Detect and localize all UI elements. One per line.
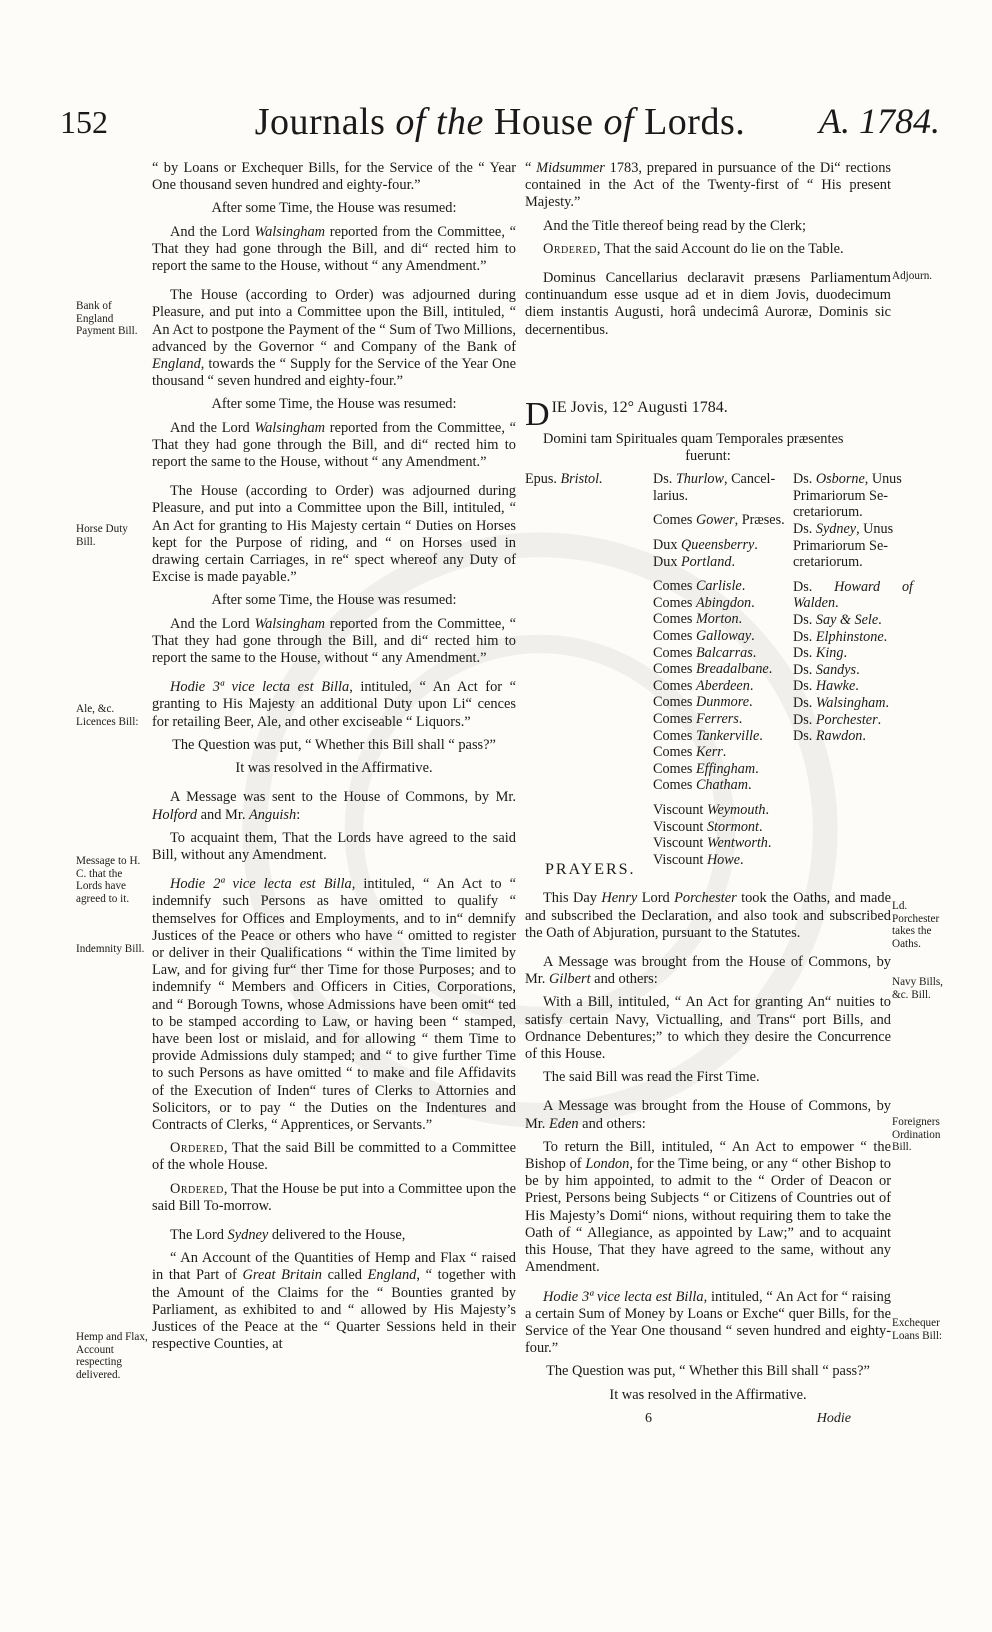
attendee-title: Comes xyxy=(653,710,696,727)
attendee-name: Breadalbane xyxy=(695,661,769,678)
attendee-title: Primariorum Se- xyxy=(793,537,888,554)
name: Porchester xyxy=(674,890,737,907)
name: Walsingham xyxy=(254,223,326,240)
attendee xyxy=(525,471,645,488)
attendee xyxy=(653,777,813,794)
attendee-suffix: . xyxy=(752,644,757,661)
name: Henry xyxy=(601,890,638,907)
margin-note-message: Message to H. C. that the Lords have agreed to it. xyxy=(76,855,141,905)
attendee xyxy=(793,521,913,538)
attendee-suffix: . xyxy=(878,611,882,628)
attendee-title: Ds. xyxy=(793,578,835,595)
attendee-title: Ds. xyxy=(793,694,816,711)
text: reported from the Committee, “ That they had gone through the Bill, and di“ rected him to report the same to the House, without “ any Amendment.” xyxy=(152,223,516,275)
attendee xyxy=(793,612,913,629)
latin-phrase: Hodie 3ª vice lecta est Billa xyxy=(543,1288,704,1305)
paragraph: The House (according to Order) was adjourned during Pleasure, and put into a Committee upon the Bill, intituled, “ An Act for granting to His Majesty certain “ Duties on Horses kept for the Purpose of riding, and “ on Horses used in drawing certain Carriages, in re“ spect whereof any Duty of Excise is made payable.” xyxy=(152,483,516,586)
text: and others: xyxy=(590,971,658,988)
attendee-name: Porchester xyxy=(815,711,878,728)
attendee-name: Wentworth xyxy=(706,835,768,852)
paragraph xyxy=(152,287,516,390)
attendee-suffix: . xyxy=(765,801,770,818)
catchword: Hodie xyxy=(816,1410,851,1426)
attendee-name: Morton xyxy=(695,611,739,628)
margin-note-horse: Horse Duty Bill. xyxy=(76,523,128,548)
attendee-group xyxy=(793,579,913,745)
attendee-suffix: . xyxy=(741,578,746,595)
title-lords: Lords. xyxy=(644,101,746,143)
text: A Message was brought from the House of Commons, by Mr. xyxy=(525,1098,891,1132)
text: and others: xyxy=(578,1115,646,1132)
attendee-suffix: . xyxy=(862,728,866,745)
attendee-title: cretariorum. xyxy=(793,504,863,521)
margin-note-porchester: Ld. Porchester takes the Oaths. xyxy=(892,900,940,950)
paragraph xyxy=(152,224,516,276)
text: , for the Time being, or any “ other Bishop to be by him appointed, to admit to the “ Order of Deacon or Priest, Persons being Subjects “ or Citizens of Countries out of His Majesty’s Domi“ nions, without requiring them to take the Oath of “ Allegiance, as appointed by Law;” and to acquaint this House, That they have agreed to the same, without any Amendment. xyxy=(525,1156,891,1276)
margin-note-ale: Ale, &c. Licences Bill: xyxy=(76,703,139,728)
attendee-title: Ds. xyxy=(793,645,816,662)
paragraph xyxy=(152,679,516,731)
attendee xyxy=(793,488,913,505)
attendee-suffix: . xyxy=(768,661,773,678)
attendee-name: Dunmore xyxy=(695,694,750,711)
text: 1783, prepared in pursuance of the Di“ rections contained in the Act of the Twenty-first of “ His present Majesty.” xyxy=(525,160,891,211)
attendee-title: Viscount xyxy=(653,851,707,868)
attendee xyxy=(793,645,913,662)
attendee xyxy=(653,711,813,728)
attendance-column-barons xyxy=(793,471,913,753)
text: The House (according to Order) was adjourned during Pleasure, and put into a Committee upon the Bill, intituled, “ An Act to postpone the Payment of the “ Sum of Two Millions, advanced by the Governor “ and Company of the Bank of xyxy=(152,287,516,355)
attendee-name: Galloway xyxy=(695,627,752,644)
text: and Mr. xyxy=(197,806,250,823)
attendee-name: Stormont xyxy=(706,818,759,835)
attendee-title: Ds. xyxy=(793,628,816,645)
paragraph xyxy=(525,1289,891,1358)
attendee-name: Elphinstone xyxy=(815,628,884,645)
text: , intituled, “ An Act to “ indemnify such Persons as have omitted to qualify “ themselves for Offices and Employments, and to in“ demnify Justices of the Peace or others who have “ omitted to register or deliver in their Qualifications “ within the Time limited by Law, and for giving fur“ ther Time for those Purposes; and to indemnify “ Members and Officers in Cities, Corporations, and “ Borough Towns, whose Admissions have been omit“ ted to be stamped according to Law, or having been “ stamped, have been lost or mislaid, and for allowing “ them Time to provide Admissions duly stamped; and “ to give further Time to such Persons as have omitted “ to make and file Affidavits of the Execution of Inden“ tures of Clerks to Attornies and Solicitors, or to pay “ the Duties on the Indentures and Contracts of Clerks, “ Apprentices, or Servants.” xyxy=(152,876,516,1133)
paragraph xyxy=(152,1181,516,1215)
attendee-name: Abingdon xyxy=(695,594,752,611)
text: To return the Bill, intituled, “ An Act to empower “ the Bishop of xyxy=(525,1138,891,1173)
prayers-heading: PRAYERS. xyxy=(545,861,636,879)
paragraph: The Question was put, “ Whether this Bill shall “ pass?” xyxy=(546,1363,870,1380)
paragraph xyxy=(525,1098,891,1132)
attendee xyxy=(653,512,813,529)
page-year: A. 1784. xyxy=(819,101,940,141)
title-of: of xyxy=(603,101,645,143)
attendee xyxy=(793,695,913,712)
attendee xyxy=(793,662,913,679)
attendee-title: Comes xyxy=(653,611,696,628)
attendee-suffix: . xyxy=(755,760,759,777)
paragraph: Dominus Cancellarius declaravit præsens Parliamentum continuandum esse usque ad et in diem Jovis, duodecimum diem instantis Augusti, horâ undecimâ Auroræ, Dominis sic decernentibus. xyxy=(525,270,891,338)
name: Great Britain xyxy=(242,1267,322,1284)
attendee xyxy=(793,471,913,488)
attendee-title: Comes xyxy=(653,760,696,777)
session-date: IE Jovis, 12° Augusti 1784. xyxy=(551,398,728,416)
attendee-title: Ds. xyxy=(793,521,816,538)
attendee-title: Comes xyxy=(653,578,696,595)
text: took the Oaths, and made and subscribed the Declaration, and also took and subscribed the Oath of Abjuration, pursuant to the Statutes. xyxy=(525,890,891,941)
paragraph: The said Bill was read the First Time. xyxy=(543,1069,760,1086)
attendee-suffix: . xyxy=(843,645,848,662)
attendee xyxy=(653,761,813,778)
attendee xyxy=(653,678,813,695)
attendee xyxy=(653,802,813,819)
paragraph: After some Time, the House was resumed: xyxy=(211,592,457,609)
attendee-title: Ds. xyxy=(793,661,816,678)
text: delivered to the House, xyxy=(268,1226,406,1243)
attendance-column-bishops xyxy=(525,471,645,488)
text: reported from the Committee, “ That they had gone through the Bill, and di“ rected him to report the same to the House, without “ any Amendment.” xyxy=(152,615,516,667)
paragraph xyxy=(525,241,891,258)
attendee-suffix: . xyxy=(877,711,882,728)
attendee xyxy=(653,578,813,595)
attendee xyxy=(653,728,813,745)
name: Holford xyxy=(152,806,198,823)
attendee-group xyxy=(653,802,813,868)
attendee-title: Dux xyxy=(653,537,681,554)
attendee-title: Ds. xyxy=(653,471,676,488)
attendee-name: Chatham xyxy=(695,777,748,794)
attendee xyxy=(653,628,813,645)
margin-note-foreigners: Foreigners Ordination Bill. xyxy=(892,1116,941,1154)
attendee-title: Ds. xyxy=(793,711,816,728)
attendee-name: Thurlow xyxy=(675,471,724,488)
text: A Message was brought from the House of Commons, by Mr. xyxy=(525,954,891,988)
attendee-name: Howe xyxy=(706,851,741,868)
attendance-intro: Domini tam Spirituales quam Temporales præsentes xyxy=(543,430,844,447)
attendee-title: Comes xyxy=(653,677,696,694)
attendee xyxy=(653,835,813,852)
attendee-title: Comes xyxy=(653,727,696,744)
attendee xyxy=(793,554,913,571)
text: , towards the “ Supply for the Service of the Year One thousand “ seven hundred and eighty-four.” xyxy=(152,356,516,390)
attendee-title: Comes xyxy=(653,627,696,644)
margin-note-bank: Bank of England Payment Bill. xyxy=(76,300,138,338)
attendee-suffix: . xyxy=(883,628,888,645)
drop-cap: D xyxy=(525,395,550,433)
attendee xyxy=(653,611,813,628)
attendee-suffix: . xyxy=(855,678,859,695)
page-header xyxy=(60,100,940,148)
attendee-name: Balcarras xyxy=(695,644,753,661)
paragraph xyxy=(152,420,516,472)
page-number: 152 xyxy=(60,104,108,140)
attendee-suffix: . xyxy=(731,553,735,570)
latin-phrase: Hodie 3ª vice lecta est Billa xyxy=(170,679,350,696)
attendee-title: cretariorum. xyxy=(793,554,863,571)
name: Midsummer xyxy=(536,160,605,176)
margin-note-indemnity: Indemnity Bill. xyxy=(76,943,145,955)
attendee xyxy=(793,538,913,555)
text: called xyxy=(321,1267,368,1284)
text: “ An Account of the Quantities of Hemp and Flax “ raised in that Part of xyxy=(152,1250,516,1284)
attendee-title: Comes xyxy=(653,694,696,711)
paragraph xyxy=(152,1140,516,1174)
name: Gilbert xyxy=(549,971,591,988)
attendee xyxy=(653,595,813,612)
left-column xyxy=(152,160,516,1359)
attendee-suffix: . xyxy=(748,777,752,794)
attendee xyxy=(653,554,813,571)
name: Anguish xyxy=(249,806,297,823)
attendee-title: Ds. xyxy=(793,678,816,695)
attendee xyxy=(793,504,913,521)
attendee-name: King xyxy=(815,645,844,662)
text: , “ together with the Amount of the Claims for the “ Bounties granted by Parliament, as exhibited to and “ allowed by His Majesty’s Justices of the Peace at the “ Quarter Sessions held in their respective Counties, at xyxy=(152,1267,516,1353)
attendee-title: Ds. xyxy=(793,728,816,745)
attendee-name: Sydney xyxy=(815,521,857,538)
attendee-title: Comes xyxy=(653,661,696,678)
name: London xyxy=(585,1156,630,1173)
paragraph: “ by Loans or Exchequer Bills, for the Service of the “ Year One thousand seven hundred and eighty-four.” xyxy=(152,160,516,194)
attendee xyxy=(793,678,913,695)
attendee-name: Howard of Walden xyxy=(793,578,913,612)
attendee-name: Bristol. xyxy=(560,471,603,488)
attendee xyxy=(653,645,813,662)
name: England xyxy=(367,1267,417,1284)
text: , intituled, “ An Act for “ raising a certain Sum of Money by Loans or Exche“ quer Bills, for the Service of the Year One thousand “ seven hundred and eighty-four.” xyxy=(525,1288,891,1357)
paragraph: It was resolved in the Affirmative. xyxy=(235,760,433,777)
attendee-suffix: . xyxy=(722,744,727,761)
attendee-suffix: , Unus xyxy=(864,471,902,488)
name: Sydney xyxy=(227,1226,269,1243)
attendee-title: Viscount xyxy=(653,801,707,818)
attendee-name: Gower xyxy=(695,512,735,529)
attendee-suffix: , Unus xyxy=(856,521,894,538)
attendee-title: Ds. xyxy=(793,471,816,488)
text: reported from the Committee, “ That they had gone through the Bill, and di“ rected him to report the same to the House, without “ any Amendment.” xyxy=(152,419,516,471)
text: , That the said Bill be committed to a Committee of the whole House. xyxy=(152,1140,516,1174)
paragraph: With a Bill, intituled, “ An Act for granting An“ nuities to satisfy certain Navy, Victualling, and Trans“ port Bills, and Ordnance Debentures;” to which they desire the Concurrence of this House. xyxy=(525,994,891,1063)
attendee-group xyxy=(653,471,813,504)
attendee-suffix: . xyxy=(751,627,755,644)
paragraph: The Question was put, “ Whether this Bill shall “ pass?” xyxy=(172,736,496,753)
attendee xyxy=(793,728,913,745)
title-of-the: of the xyxy=(395,101,494,143)
signature-mark: 6 xyxy=(645,1410,652,1426)
paragraph xyxy=(525,160,891,212)
page-footer xyxy=(525,1410,891,1428)
text: , That the said Account do lie on the Table. xyxy=(596,240,844,257)
attendee-suffix: . xyxy=(759,727,763,744)
attendee-suffix: . xyxy=(749,694,753,711)
ordered-word: Ordered xyxy=(543,240,597,257)
attendee xyxy=(653,744,813,761)
margin-note-navy: Navy Bills, &c. Bill. xyxy=(892,976,943,1001)
attendance-column-peers xyxy=(653,471,813,876)
paragraph xyxy=(152,876,516,1134)
attendee-suffix: . xyxy=(749,677,754,694)
title-journals: Journals xyxy=(254,101,396,143)
attendee-name: Weymouth xyxy=(706,801,766,818)
attendance-list xyxy=(525,471,913,868)
attendee-group xyxy=(793,471,913,571)
paragraph xyxy=(152,789,516,823)
attendee-suffix: . xyxy=(835,595,839,612)
attendee-title: larius. xyxy=(653,487,689,504)
attendee-suffix: . xyxy=(758,818,763,835)
paragraph xyxy=(152,616,516,668)
paragraph xyxy=(152,1250,516,1353)
paragraph: It was resolved in the Affirmative. xyxy=(609,1386,807,1403)
attendee-title: Comes xyxy=(653,777,696,794)
paragraph xyxy=(525,954,891,988)
text: , intituled, “ An Act for “ granting to His Majesty an additional Duty upon Li“ cences for retailing Beer, Ale, and other exciseable “ Liquors.” xyxy=(152,679,516,730)
session-heading xyxy=(525,395,891,433)
attendee-suffix: . xyxy=(767,835,772,852)
attendee-group xyxy=(653,512,813,529)
text: Lord xyxy=(637,890,675,907)
attendee xyxy=(793,579,913,612)
margin-note-adjourn: Adjourn. xyxy=(892,270,933,282)
attendee xyxy=(653,661,813,678)
ordered-word: Ordered xyxy=(170,1180,224,1197)
attendee-title: Epus. xyxy=(525,471,561,488)
attendee xyxy=(653,471,813,488)
text: This Day xyxy=(543,890,602,907)
attendee xyxy=(653,694,813,711)
attendee xyxy=(793,712,913,729)
attendee-title: Viscount xyxy=(653,835,707,852)
ordered-word: Ordered xyxy=(170,1140,224,1157)
margin-note-hemp: Hemp and Flax, Account respecting delivered. xyxy=(76,1331,148,1381)
paragraph: After some Time, the House was resumed: xyxy=(211,200,457,217)
margin-note-exchequer: Exchequer Loans Bill: xyxy=(892,1317,943,1342)
attendee-title: Comes xyxy=(653,744,696,761)
name: Walsingham xyxy=(254,419,326,436)
text: “ xyxy=(525,160,537,176)
attendee-name: Sandys xyxy=(815,661,857,678)
attendee-suffix: . xyxy=(738,611,743,628)
running-title xyxy=(60,100,940,144)
text: And the Lord xyxy=(170,419,255,436)
attendance-intro-2: fuerunt: xyxy=(685,448,731,465)
attendee-group xyxy=(653,537,813,570)
attendee xyxy=(653,488,813,505)
name: Walsingham xyxy=(254,615,326,632)
attendee-title: Viscount xyxy=(653,818,707,835)
attendee-title: Comes xyxy=(653,594,696,611)
attendee-name: Tankerville xyxy=(695,727,760,744)
attendee-suffix: . xyxy=(751,594,755,611)
attendee-group xyxy=(653,578,813,794)
attendee-title: Comes xyxy=(653,644,696,661)
attendee-name: Ferrers xyxy=(695,710,739,727)
attendee-name: Portland xyxy=(680,553,732,570)
text: , That the House be put into a Committee upon the said Bill To-morrow. xyxy=(152,1180,516,1214)
attendee-name: Kerr xyxy=(695,744,723,761)
attendee-suffix: . xyxy=(738,710,743,727)
attendee-suffix: . xyxy=(856,661,860,678)
paragraph xyxy=(525,890,891,942)
attendee-name: Walsingham xyxy=(815,694,886,711)
attendee xyxy=(793,629,913,646)
latin-phrase: Hodie 2ª vice lecta est Billa xyxy=(170,876,352,893)
attendee-suffix: . xyxy=(740,851,744,868)
attendee-suffix: , Cancel- xyxy=(723,471,776,488)
name: England xyxy=(152,356,201,373)
text: And the Lord xyxy=(170,223,255,240)
paragraph: To acquaint them, That the Lords have agreed to the said Bill, without any Amendment. xyxy=(152,829,516,863)
attendee-suffix: . xyxy=(754,537,758,554)
text: The Lord xyxy=(170,1226,228,1243)
attendee-title: Comes xyxy=(653,512,696,529)
text: A Message was sent to the House of Commons, by Mr. xyxy=(170,789,516,806)
attendee-title: Dux xyxy=(653,553,681,570)
attendee-name: Queensberry xyxy=(680,537,755,554)
attendee-name: Hawke xyxy=(815,678,856,695)
paragraph xyxy=(152,1227,516,1244)
attendee-suffix: , Præses. xyxy=(734,512,785,529)
text: And the Lord xyxy=(170,615,255,632)
attendee-name: Effingham xyxy=(695,760,756,777)
attendee-name: Osborne xyxy=(815,471,865,488)
attendee-name: Carlisle xyxy=(695,578,742,595)
attendee-name: Aberdeen xyxy=(695,677,750,694)
attendee-name: Say & Sele xyxy=(815,611,879,628)
attendee xyxy=(653,819,813,836)
paragraph xyxy=(525,1139,891,1277)
title-house: House xyxy=(493,101,604,143)
attendee-suffix: . xyxy=(885,694,890,711)
attendee xyxy=(653,537,813,554)
attendee-title: Primariorum Se- xyxy=(793,487,888,504)
attendee-title: Ds. xyxy=(793,611,816,628)
paragraph: And the Title thereof being read by the Clerk; xyxy=(543,217,806,234)
name: Eden xyxy=(549,1115,579,1132)
paragraph: After some Time, the House was resumed: xyxy=(211,396,457,413)
attendee-name: Rawdon xyxy=(815,728,863,745)
text: : xyxy=(296,806,301,823)
attendee xyxy=(653,852,813,869)
